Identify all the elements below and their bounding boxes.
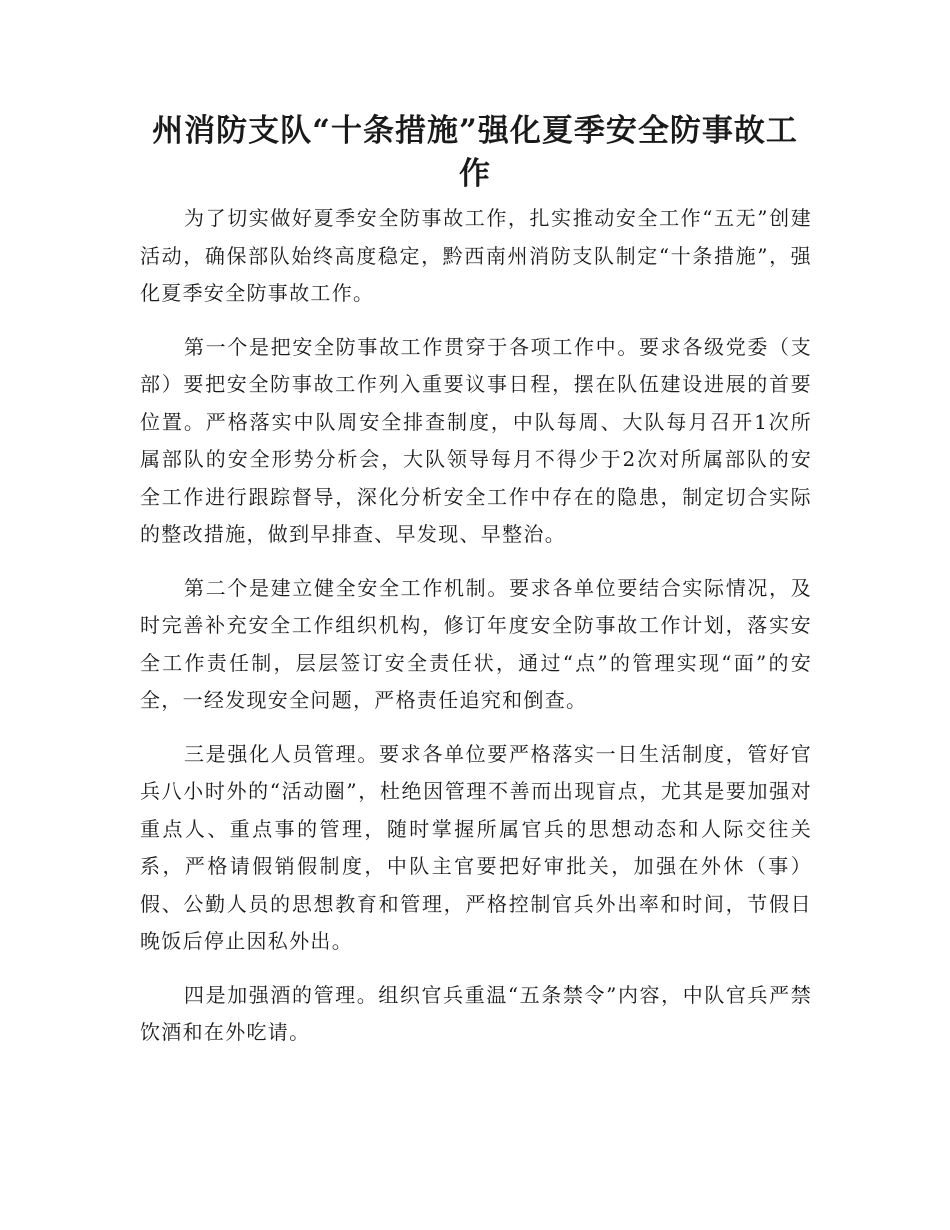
paragraph-measure-2: 第二个是建立健全安全工作机制。要求各单位要结合实际情况，及时完善补充安全工作组织机构，修订年度安全防事故工作计划，落实安全工作责任制，层层签订安全责任状，通过“点”的管理实现“面”的安全，一经发现安全问题，严格责任追究和倒查。 bbox=[140, 575, 812, 712]
paragraph-measure-1: 第一个是把安全防事故工作贯穿于各项工作中。要求各级党委（支部）要把安全防事故工作列入重要议事日程，摆在队伍建设进展的首要位置。严格落实中队周安全排查制度，中队每周、大队每月召开1次所属部队的安全形势分析会，大队领导每月不得少于2次对所属部队的安全工作进行跟踪督导，深化分析安全工作中存在的隐患，制定切合实际的整改措施，做到早排查、早发现、早整治。 bbox=[140, 334, 812, 546]
document-body bbox=[140, 200, 812, 1068]
paragraph-measure-3: 三是强化人员管理。要求各单位要严格落实一日生活制度，管好官兵八小时外的“活动圈”，杜绝因管理不善而出现盲点，尤其是要加强对重点人、重点事的管理，随时掌握所属官兵的思想动态和人际交往关系，严格请假销假制度，中队主官要把好审批关，加强在外休（事）假、公勤人员的思想教育和管理，严格控制官兵外出率和时间，节假日晚饭后停止因私外出。 bbox=[140, 741, 812, 953]
document-title: 州消防支队“十条措施”强化夏季安全防事故工作 bbox=[152, 113, 798, 192]
paragraph-measure-4: 四是加强酒的管理。组织官兵重温“五条禁令”内容，中队官兵严禁饮酒和在外吃请。 bbox=[140, 982, 812, 1044]
paragraph-intro: 为了切实做好夏季安全防事故工作，扎实推动安全工作“五无”创建活动，确保部队始终高度稳定，黔西南州消防支队制定“十条措施”，强化夏季安全防事故工作。 bbox=[140, 206, 812, 305]
